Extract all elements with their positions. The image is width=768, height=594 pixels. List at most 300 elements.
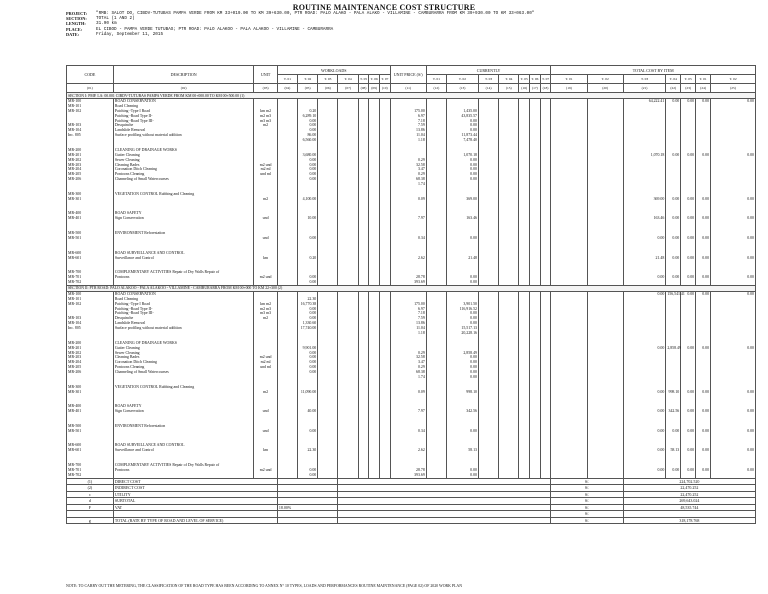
table-cell (711, 99, 756, 286)
summary-percent: 18.00% (277, 504, 338, 511)
unit-price-value: 0.34 (418, 235, 425, 240)
item-code: MR-401 (68, 216, 82, 221)
summary-label: VAT (113, 504, 277, 511)
total-cost-value: 0.00 (747, 448, 754, 453)
summary-currency: S/. (551, 498, 623, 505)
table-cell (338, 99, 358, 286)
column-index: (04) (277, 84, 297, 93)
total-cost-value: 0.00 (687, 152, 695, 157)
total-cost-value: 0.00 (702, 448, 710, 453)
unit-price-value: 6.97 (418, 306, 425, 311)
item-code: MR-206 (68, 177, 82, 182)
current-value: 0.00 (470, 360, 477, 365)
workload-value: 16,770.38 (300, 301, 317, 306)
table-cell (298, 99, 318, 286)
item-code: MR-101 (68, 296, 82, 301)
item-unit: und ml (260, 172, 272, 177)
column-index: (06) (318, 84, 338, 93)
summary-row (67, 517, 756, 524)
item-unit: m2 und (259, 162, 272, 167)
column-index: (22) (666, 84, 681, 93)
workload-value: 1,330.60 (302, 321, 317, 326)
total-cost-value: 0.00 (702, 291, 710, 296)
period-header: T. 02 (298, 75, 318, 84)
unit-price-value: 3.47 (418, 167, 425, 172)
table-cell (696, 291, 711, 478)
period-header: T. 03 (318, 75, 338, 84)
total-cost-value: 0.00 (687, 235, 695, 240)
table-cell (379, 99, 390, 286)
item-description: Patching -Road Type III- (114, 311, 154, 316)
total-cost-value: 21.48 (655, 255, 665, 260)
total-cost-value: 0.00 (747, 291, 754, 296)
current-value: 0.00 (470, 123, 477, 128)
item-description: COMPLEMENTARY ACTIVITIES Repair of Dry Walls Repair of (114, 463, 220, 468)
item-code: MR-700 (68, 270, 82, 275)
total-cost-value: 0.00 (687, 196, 695, 201)
item-description: Surface profiling without material addition (114, 133, 182, 138)
workload-value: 3,680.00 (302, 152, 317, 157)
summary-label: UTILITY (113, 491, 277, 498)
meta-value: TOTAL (1 AND 2) (96, 16, 135, 22)
current-value: 1,070.18 (463, 152, 477, 157)
item-code: MR-300 (68, 191, 82, 196)
column-index: (01) (67, 84, 114, 93)
item-description: CLEANING OF DRAINAGE WORKS (114, 147, 177, 152)
table-cell (499, 99, 519, 286)
table-cell (426, 291, 446, 478)
current-value: 0.00 (470, 275, 477, 280)
workload-value: 0.00 (309, 123, 317, 128)
column-index: (05) (298, 84, 318, 93)
column-index: (09) (369, 84, 380, 93)
period-header: T. 06 (369, 75, 380, 84)
total-cost-value: 0.00 (687, 275, 695, 280)
unit-price-value: 0.29 (418, 365, 425, 370)
item-description: Road Cleaning (114, 296, 139, 301)
meta-key: LENGTH: (66, 21, 86, 27)
table-cell (369, 291, 380, 478)
table-cell (318, 99, 338, 286)
item-unit: und (262, 216, 269, 221)
total-cost-value: 0.00 (747, 235, 754, 240)
table-cell (358, 291, 369, 478)
item-code: MR-601 (68, 448, 82, 453)
workload-value: 0.00 (309, 157, 317, 162)
item-description: Surveillance and Control (114, 448, 154, 453)
workload-value: 0.00 (309, 172, 317, 177)
summary-number: d (67, 498, 114, 505)
item-code: MR-201 (68, 345, 82, 350)
meta-row (66, 32, 534, 37)
total-cost-value (712, 473, 754, 478)
unit-price-value: 3.47 (418, 360, 425, 365)
item-code: MR-600 (68, 250, 82, 255)
workload-value: 22.30 (307, 448, 317, 453)
item-unit: m2 ml (260, 167, 271, 172)
table-cell (551, 99, 587, 286)
index-row (67, 84, 756, 93)
total-cost-value: 0.00 (702, 255, 710, 260)
unit-price-value: 2.62 (418, 255, 425, 260)
summary-currency: S/. (551, 504, 623, 511)
item-code: MR-205 (68, 365, 82, 370)
total-cost-value: 0.00 (702, 467, 710, 472)
document-title: ROUTINE MAINTENANCE COST STRUCTURE (292, 3, 476, 12)
summary-label: INDIRECT COST (113, 485, 277, 492)
table-cell (696, 99, 711, 286)
item-description: Channeling of Small Watercourses (114, 177, 169, 182)
current-value: 0.00 (470, 472, 477, 477)
column-index: (25) (711, 84, 756, 93)
item-description: ROAD CONSERVATION (114, 99, 156, 103)
unit-price-value: 175.00 (414, 301, 425, 306)
unit-price-value: 68.38 (416, 177, 425, 182)
summary-value: 22,470.252 (623, 485, 755, 492)
summary-currency: S/. (551, 511, 623, 518)
total-cost-value: 0.00 (702, 345, 710, 350)
unit-price-value: 13.86 (416, 128, 425, 133)
total-cost-value: 0.00 (672, 255, 680, 260)
item-code: MR-701 (68, 467, 82, 472)
table-cell (666, 99, 681, 286)
column-index: (24) (696, 84, 711, 93)
workload-value: 9,901.00 (302, 345, 317, 350)
item-unit: m2 (263, 123, 269, 128)
section-title: SECTION I: PMP. LA: 00.001 CIBDV-TUTUBAS PAMPA VERDE FROM KM 00+000.00 TO KM 00+500.00 (1) (67, 93, 756, 99)
workload-value: 0.00 (309, 279, 317, 284)
column-index: (21) (623, 84, 666, 93)
total-cost-value: 0.00 (687, 448, 695, 453)
total-cost-value: 0.00 (747, 409, 754, 414)
table-cell (478, 99, 498, 286)
current-value: 0.00 (470, 162, 477, 167)
item-description: ENVIRONMENT Reforestation (114, 423, 166, 428)
item-code: Inc. 805 (68, 133, 81, 138)
unit-price-value: 7.97 (418, 216, 425, 221)
table-cell (681, 291, 696, 478)
unit-price-value: 11.04 (416, 133, 425, 138)
item-description: Landslide Removal (114, 128, 146, 133)
total-cost-value: 0.00 (687, 428, 695, 433)
summary-number: g (67, 517, 114, 524)
table-cell (67, 99, 114, 286)
summary-value: 22,470.252 (623, 491, 755, 498)
workload-value: 86.00 (307, 133, 317, 138)
current-value: 369.00 (466, 196, 477, 201)
workload-value: 0.00 (309, 350, 317, 355)
item-unit: und (262, 409, 269, 414)
item-code: MR-601 (68, 255, 82, 260)
total-cost-value (697, 280, 709, 285)
item-code: MR-203 (68, 355, 82, 360)
item-description: Sewer Cleaning (114, 157, 140, 162)
current-value: 0.00 (470, 467, 477, 472)
item-code: MR-400 (68, 404, 82, 409)
unit-price-value: 7.59 (418, 123, 425, 128)
item-description: Sewer Cleaning (114, 350, 140, 355)
table-cell (530, 291, 541, 478)
table-cell (390, 291, 426, 478)
unit-price-value: 28.78 (416, 275, 425, 280)
workload-value: 0.00 (309, 177, 317, 182)
total-cost-value: 0.00 (687, 389, 695, 394)
unit-price-value: 393.69 (414, 472, 425, 477)
summary-number: F (67, 504, 114, 511)
table-cell (540, 99, 551, 286)
total-cost-value (667, 473, 679, 478)
summary-currency: S/. (551, 485, 623, 492)
total-cost-value: 0.00 (702, 428, 710, 433)
period-header: T. 02 (587, 75, 623, 84)
item-description: Gutter Cleaning (114, 152, 140, 157)
workload-value: 0.00 (309, 162, 317, 167)
total-cost-value: 0.00 (702, 235, 710, 240)
total-cost-value: 0.00 (672, 152, 680, 157)
unit-price-value: 0.29 (418, 350, 425, 355)
column-index: (03) (254, 84, 277, 93)
table-cell (113, 291, 254, 478)
total-cost-value (625, 473, 665, 478)
total-cost-value: 163.46 (653, 216, 665, 221)
item-unit: m3 m3 (260, 118, 272, 123)
item-description: Patching -Road Type II- (114, 113, 153, 118)
period-header: T. 02 (447, 75, 479, 84)
workload-value: 0.00 (309, 370, 317, 375)
item-unit: m2 (263, 389, 269, 394)
item-unit: und (262, 428, 269, 433)
total-cost-value: 0.00 (702, 196, 710, 201)
item-code: Inc. 805 (68, 326, 81, 331)
current-value: 116,916.52 (459, 306, 477, 311)
item-code: MR-204 (68, 167, 82, 172)
table-cell (530, 99, 541, 286)
column-index: (18) (540, 84, 551, 93)
column-index: (02) (113, 84, 254, 93)
workload-value: 0.00 (309, 275, 317, 280)
unit-price-value: 7.59 (418, 316, 425, 321)
meta-row (66, 11, 534, 16)
workload-value: 0.00 (309, 311, 317, 316)
item-description: ROAD CONSERVATION (114, 291, 156, 296)
period-header: T. 01 (426, 75, 446, 84)
total-cost-value: 0.00 (747, 196, 754, 201)
total-cost-value: 0.00 (687, 216, 695, 221)
table-cell (254, 99, 277, 286)
summary-currency: S/. (551, 517, 623, 524)
current-value: 20,228.16 (461, 330, 477, 335)
table-cell (587, 99, 623, 286)
current-value: 0.00 (470, 370, 477, 375)
total-cost-value: 998.10 (668, 389, 680, 394)
meta-key: PROJECT: (66, 11, 88, 16)
item-description: Coronation Ditch Cleaning (114, 360, 157, 365)
item-code: MR-702 (68, 472, 82, 477)
total-cost-value: 0.00 (687, 345, 695, 350)
total-cost-value: 0.00 (747, 152, 754, 157)
item-description: Patching -Road Type III- (114, 118, 154, 123)
column-index: (08) (358, 84, 369, 93)
total-cost-value: 0.00 (702, 409, 710, 414)
item-code: MR-501 (68, 235, 82, 240)
column-index: (12) (426, 84, 446, 93)
item-unit: km (263, 255, 269, 260)
item-code: MR-202 (68, 157, 82, 162)
summary-number: (1) (67, 478, 114, 485)
item-description: Pontoons Cleaning (114, 172, 145, 177)
workload-value: 0.00 (309, 316, 317, 321)
item-description: Cleaning Bades (114, 355, 140, 360)
period-header: T. 04 (338, 75, 358, 84)
item-description: VEGETATION CONTROL Rubbing and Cleaning (114, 384, 195, 389)
table-cell (711, 291, 756, 478)
item-unit: km (263, 448, 269, 453)
unit-price-value: 0.29 (418, 157, 425, 162)
period-header: T. 03 (623, 75, 666, 84)
item-code: MR-301 (68, 389, 82, 394)
meta-key: PLACE: (66, 26, 82, 32)
table-cell (478, 291, 498, 478)
total-cost-value: 0.00 (702, 275, 710, 280)
workload-value: 6,289.10 (302, 113, 317, 118)
summary-label: TOTAL (RATE BY TYPE OF ROAD AND LEVEL OF SERVICE) (113, 517, 277, 524)
total-cost-value: 0.00 (747, 216, 754, 221)
item-description: Surface profiling without material addition (114, 326, 182, 331)
period-header: T. 05 (519, 75, 530, 84)
item-unit: m2 m3 (260, 113, 272, 118)
table-cell (426, 99, 446, 286)
summary-value: 48,535.744 (623, 504, 755, 511)
summary-currency: S/. (551, 478, 623, 485)
description-header: DESCRIPTION (113, 66, 254, 84)
current-value: 0.00 (470, 365, 477, 370)
unit-price-value: 1.18 (418, 330, 425, 335)
item-description (115, 280, 253, 285)
total-cost-value: 0.00 (747, 467, 754, 472)
workload-value: 17,740.00 (300, 326, 317, 331)
total-cost-value: 0.00 (672, 428, 680, 433)
current-value: 0.00 (470, 118, 477, 123)
item-code: MR-702 (68, 279, 82, 284)
column-index: (13) (447, 84, 479, 93)
project-meta (66, 11, 534, 37)
summary-spacer (338, 517, 551, 524)
column-index: (11) (390, 84, 426, 93)
section-body-row (67, 99, 756, 286)
total-cost-value: 0.00 (672, 275, 680, 280)
item-code: MR-103 (68, 123, 82, 128)
period-header: T. 07 (379, 75, 390, 84)
item-description: ROAD SAFETY (114, 211, 142, 216)
total-cost-value: 0.00 (747, 255, 754, 260)
total-cost-value: 0.00 (747, 99, 754, 103)
current-value: 0.00 (470, 316, 477, 321)
section-title: SECTION II: PTR ROAD: PALO ALAKOO - PALA ALAKOO - VILLAMINE - CAMBURARRA FROM KM 00+000 TO KM 22+300 (2) (67, 285, 756, 291)
summary-value: 269,643.024 (623, 498, 755, 505)
workload-value: 0.00 (309, 355, 317, 360)
item-description: Patching -Type I Road (114, 301, 150, 306)
unit-price-value: 13.86 (416, 321, 425, 326)
item-unit: km m2 (260, 108, 272, 113)
table-cell (390, 99, 426, 286)
current-value: 3,901.50 (463, 301, 477, 306)
table-cell (540, 291, 551, 478)
total-cost-value: 0.00 (672, 196, 680, 201)
item-unit (255, 280, 275, 285)
workload-value: 0.00 (309, 128, 317, 133)
table-cell (338, 291, 358, 478)
workload-value: 0.20 (309, 255, 317, 260)
column-index: (19) (551, 84, 587, 93)
table-cell (666, 291, 685, 478)
item-code: MR-104 (68, 128, 82, 133)
table-cell (379, 291, 390, 478)
unit-header: UNIT (254, 66, 277, 84)
item-description: Sign Conservation (114, 409, 144, 414)
item-code: MR-501 (68, 428, 82, 433)
total-cost-value: 0.00 (702, 216, 710, 221)
item-description: Road Cleaning (114, 103, 139, 108)
total-cost-value: 0.00 (657, 467, 665, 472)
item-code: MR-500 (68, 231, 82, 236)
current-value: 0.00 (470, 428, 477, 433)
item-unit: m2 und (259, 467, 272, 472)
unit-price-value: 1.74 (418, 374, 425, 379)
unit-price-value: 32.58 (416, 162, 425, 167)
workload-value: 6,560.00 (302, 138, 317, 143)
period-header: T. 05 (358, 75, 369, 84)
unit-price-value: 7.18 (418, 118, 425, 123)
current-value: 0.00 (470, 235, 477, 240)
unit-price-value: 32.58 (416, 355, 425, 360)
summary-label: DIRECT COST (113, 478, 277, 485)
item-code: MR-203 (68, 162, 82, 167)
workload-value: 10.00 (307, 216, 317, 221)
current-value: 0.00 (470, 177, 477, 182)
unit-price-value: 68.38 (416, 370, 425, 375)
unit-price-value: 1.74 (418, 182, 425, 187)
current-value: 0.00 (470, 355, 477, 360)
workload-value: 0.00 (309, 365, 317, 370)
total-cost-value: 0.00 (657, 448, 665, 453)
item-code: MR-700 (68, 463, 82, 468)
meta-value: "RMB: SALOT DO, CIBDV-TUTUBAS PAMPA VERDE FROM KM 33+019.00 TO KM 39+630.00, PTR ROAD: PALO ALAKO - PALA ALAKO - VILLAMINE - CAMBURARRA FROM KM 39+930.00 TO KM 33+063.00" (96, 11, 535, 16)
item-unit: m2 ml (260, 360, 271, 365)
current-value: 15,517.13 (461, 326, 477, 331)
item-description: Desquinche (114, 123, 134, 128)
workload-value: 0.00 (309, 467, 317, 472)
total-cost-value: 0.00 (687, 255, 695, 260)
table-cell (113, 99, 254, 286)
total-cost-header: TOTAL COST BY ITEM (551, 66, 756, 75)
workload-value: 4,100.00 (302, 196, 317, 201)
item-description: Surveillance and Control (114, 255, 154, 260)
workload-value: 11,090.00 (300, 389, 317, 394)
column-index: (20) (587, 84, 623, 93)
total-cost-value: 0.00 (702, 152, 710, 157)
current-value: 2,858.49 (463, 350, 477, 355)
item-unit: m3 m3 (260, 311, 272, 316)
total-cost-value: 0.00 (657, 409, 665, 414)
workload-value: 0.00 (309, 118, 317, 123)
section-body-row (67, 291, 756, 478)
item-code: MR-201 (68, 152, 82, 157)
item-description: ENVIRONMENT Reforestation (114, 231, 166, 236)
column-index: (23) (681, 84, 696, 93)
footnote: NOTE: TO CARRY OUT THE METERING, THE CLASSIFICATION OF THE ROAD TYPE HAS BEEN ACCORDING TO ANNEX N° 10 TYPES, LOADS AND PERFORMANCES ROUTINE MAINTENANCE (PAGE 02) OF 2020 WORK PLAN (66, 584, 463, 588)
total-cost-value: 0.00 (657, 291, 665, 296)
workload-value: 0.00 (309, 167, 317, 172)
